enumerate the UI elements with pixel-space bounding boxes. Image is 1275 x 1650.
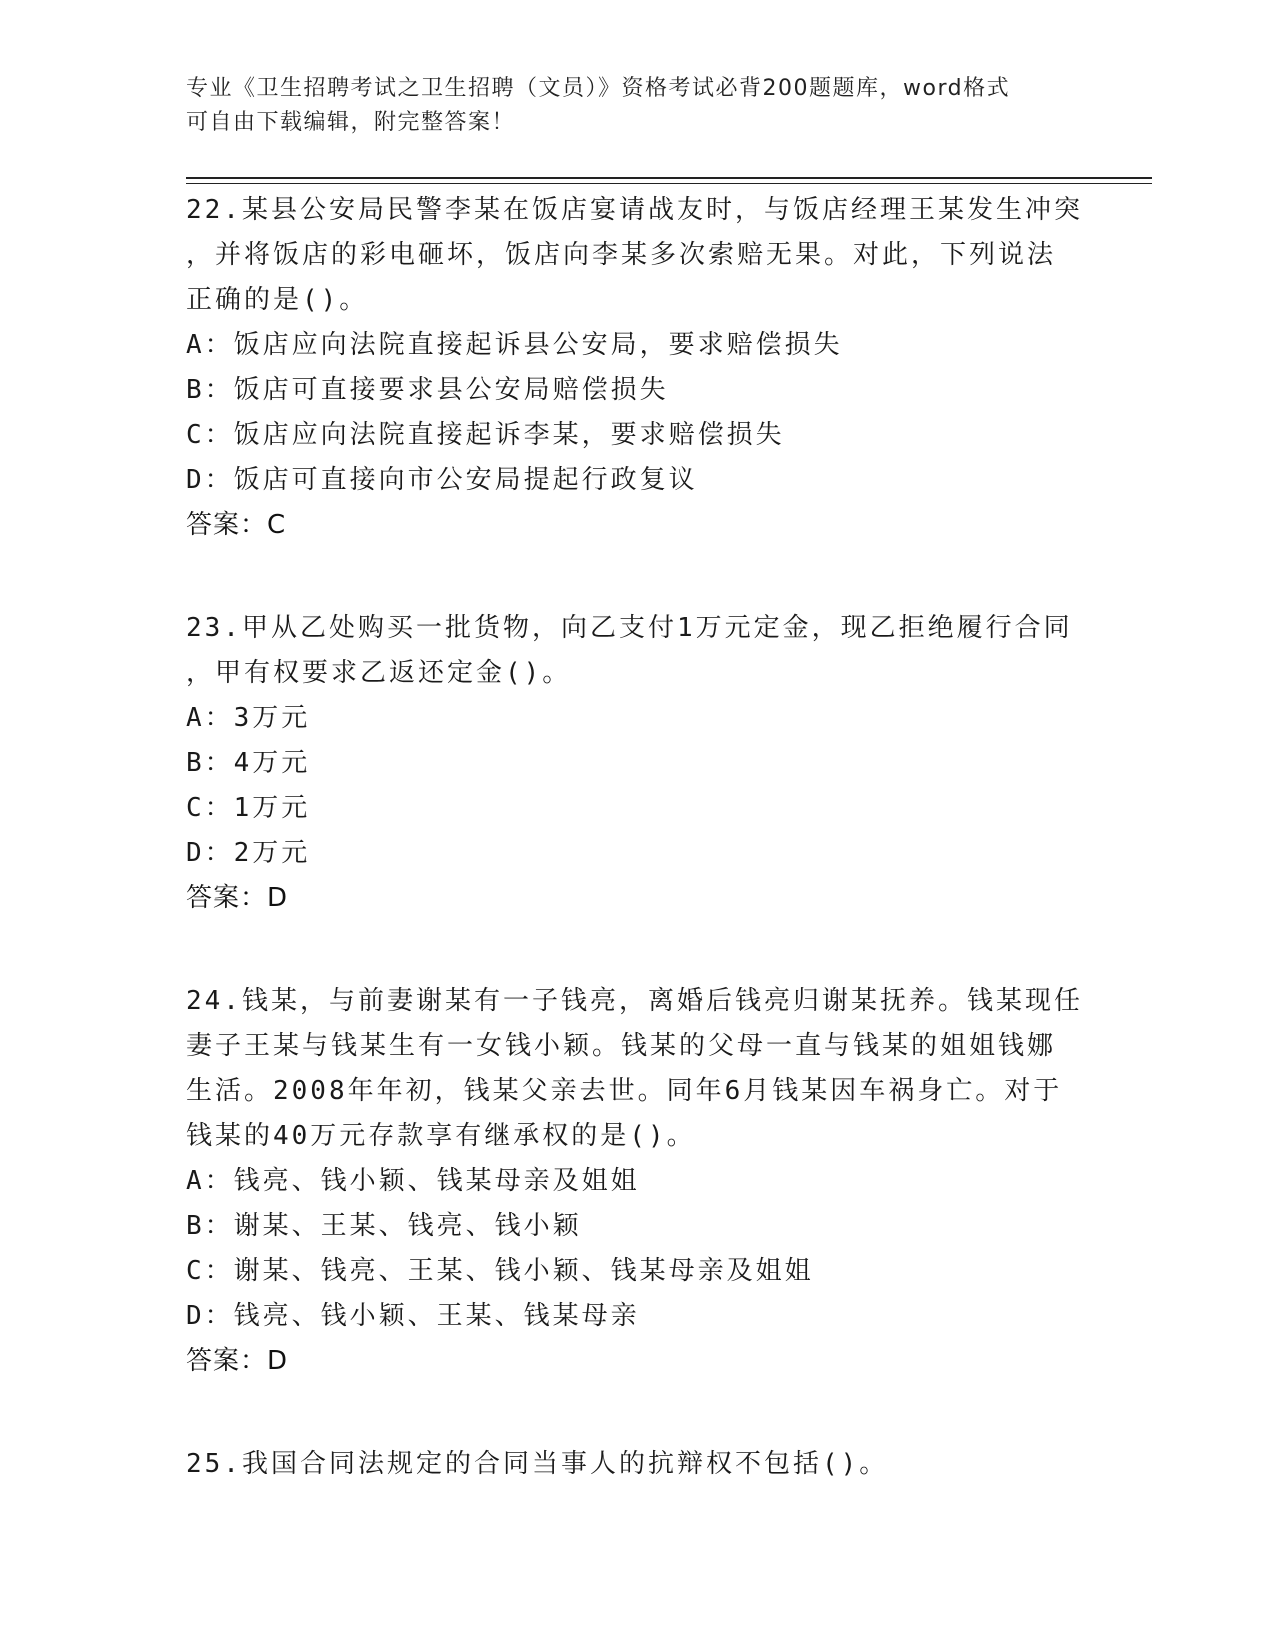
option-b: B：饭店可直接要求县公安局赔偿损失 <box>186 375 669 405</box>
stem-line: 钱某的40万元存款享有继承权的是()。 <box>186 1121 696 1151</box>
stem-line: ，甲有权要求乙返还定金()。 <box>186 658 572 688</box>
question-22 <box>186 188 1086 548</box>
question-spacer <box>186 562 1086 606</box>
question-23 <box>186 606 1086 921</box>
header-divider-thin <box>186 183 1152 184</box>
question-spacer <box>186 935 1086 979</box>
stem-line: 25.我国合同法规定的合同当事人的抗辩权不包括()。 <box>186 1449 889 1479</box>
option-d: D：2万元 <box>186 838 311 868</box>
answer: 答案：C <box>186 510 287 540</box>
header-line-2: 可自由下载编辑，附完整答案！ <box>186 110 516 135</box>
option-d: D：饭店可直接向市公安局提起行政复议 <box>186 465 698 495</box>
option-a: A：钱亮、钱小颖、钱某母亲及姐姐 <box>186 1166 640 1196</box>
answer: 答案：D <box>186 883 289 913</box>
option-a: A：3万元 <box>186 703 311 733</box>
question-stem <box>186 979 1086 1159</box>
question-spacer <box>186 1398 1086 1442</box>
question-list <box>186 188 1086 1501</box>
question-25 <box>186 1442 1086 1487</box>
stem-line: 24.钱某，与前妻谢某有一子钱亮，离婚后钱亮归谢某抚养。钱某现任 <box>186 986 1083 1016</box>
option-d: D：钱亮、钱小颖、王某、钱某母亲 <box>186 1301 640 1331</box>
option-c: C：谢某、钱亮、王某、钱小颖、钱某母亲及姐姐 <box>186 1256 814 1286</box>
question-stem <box>186 188 1086 323</box>
stem-line: 正确的是()。 <box>186 285 369 315</box>
document-header <box>186 72 1066 140</box>
stem-line: 23.甲从乙处购买一批货物，向乙支付1万元定金，现乙拒绝履行合同 <box>186 613 1073 643</box>
option-b: B：4万元 <box>186 748 311 778</box>
stem-line: 妻子王某与钱某生有一女钱小颖。钱某的父母一直与钱某的姐姐钱娜 <box>186 1031 1057 1061</box>
question-stem <box>186 1442 1086 1487</box>
stem-line: 生活。2008年年初，钱某父亲去世。同年6月钱某因车祸身亡。对于 <box>186 1076 1063 1106</box>
question-24 <box>186 979 1086 1384</box>
question-stem <box>186 606 1086 696</box>
stem-line: ，并将饭店的彩电砸坏，饭店向李某多次索赔无果。对此，下列说法 <box>186 240 1057 270</box>
option-b: B：谢某、王某、钱亮、钱小颖 <box>186 1211 582 1241</box>
option-a: A：饭店应向法院直接起诉县公安局，要求赔偿损失 <box>186 330 843 360</box>
option-c: C：饭店应向法院直接起诉李某，要求赔偿损失 <box>186 420 785 450</box>
option-c: C：1万元 <box>186 793 311 823</box>
header-divider-thick <box>186 177 1152 179</box>
stem-line: 22.某县公安局民警李某在饭店宴请战友时，与饭店经理王某发生冲突 <box>186 195 1083 225</box>
answer: 答案：D <box>186 1346 289 1376</box>
header-line-1: 专业《卫生招聘考试之卫生招聘（文员）》资格考试必背200题题库，word格式 <box>186 76 1011 101</box>
